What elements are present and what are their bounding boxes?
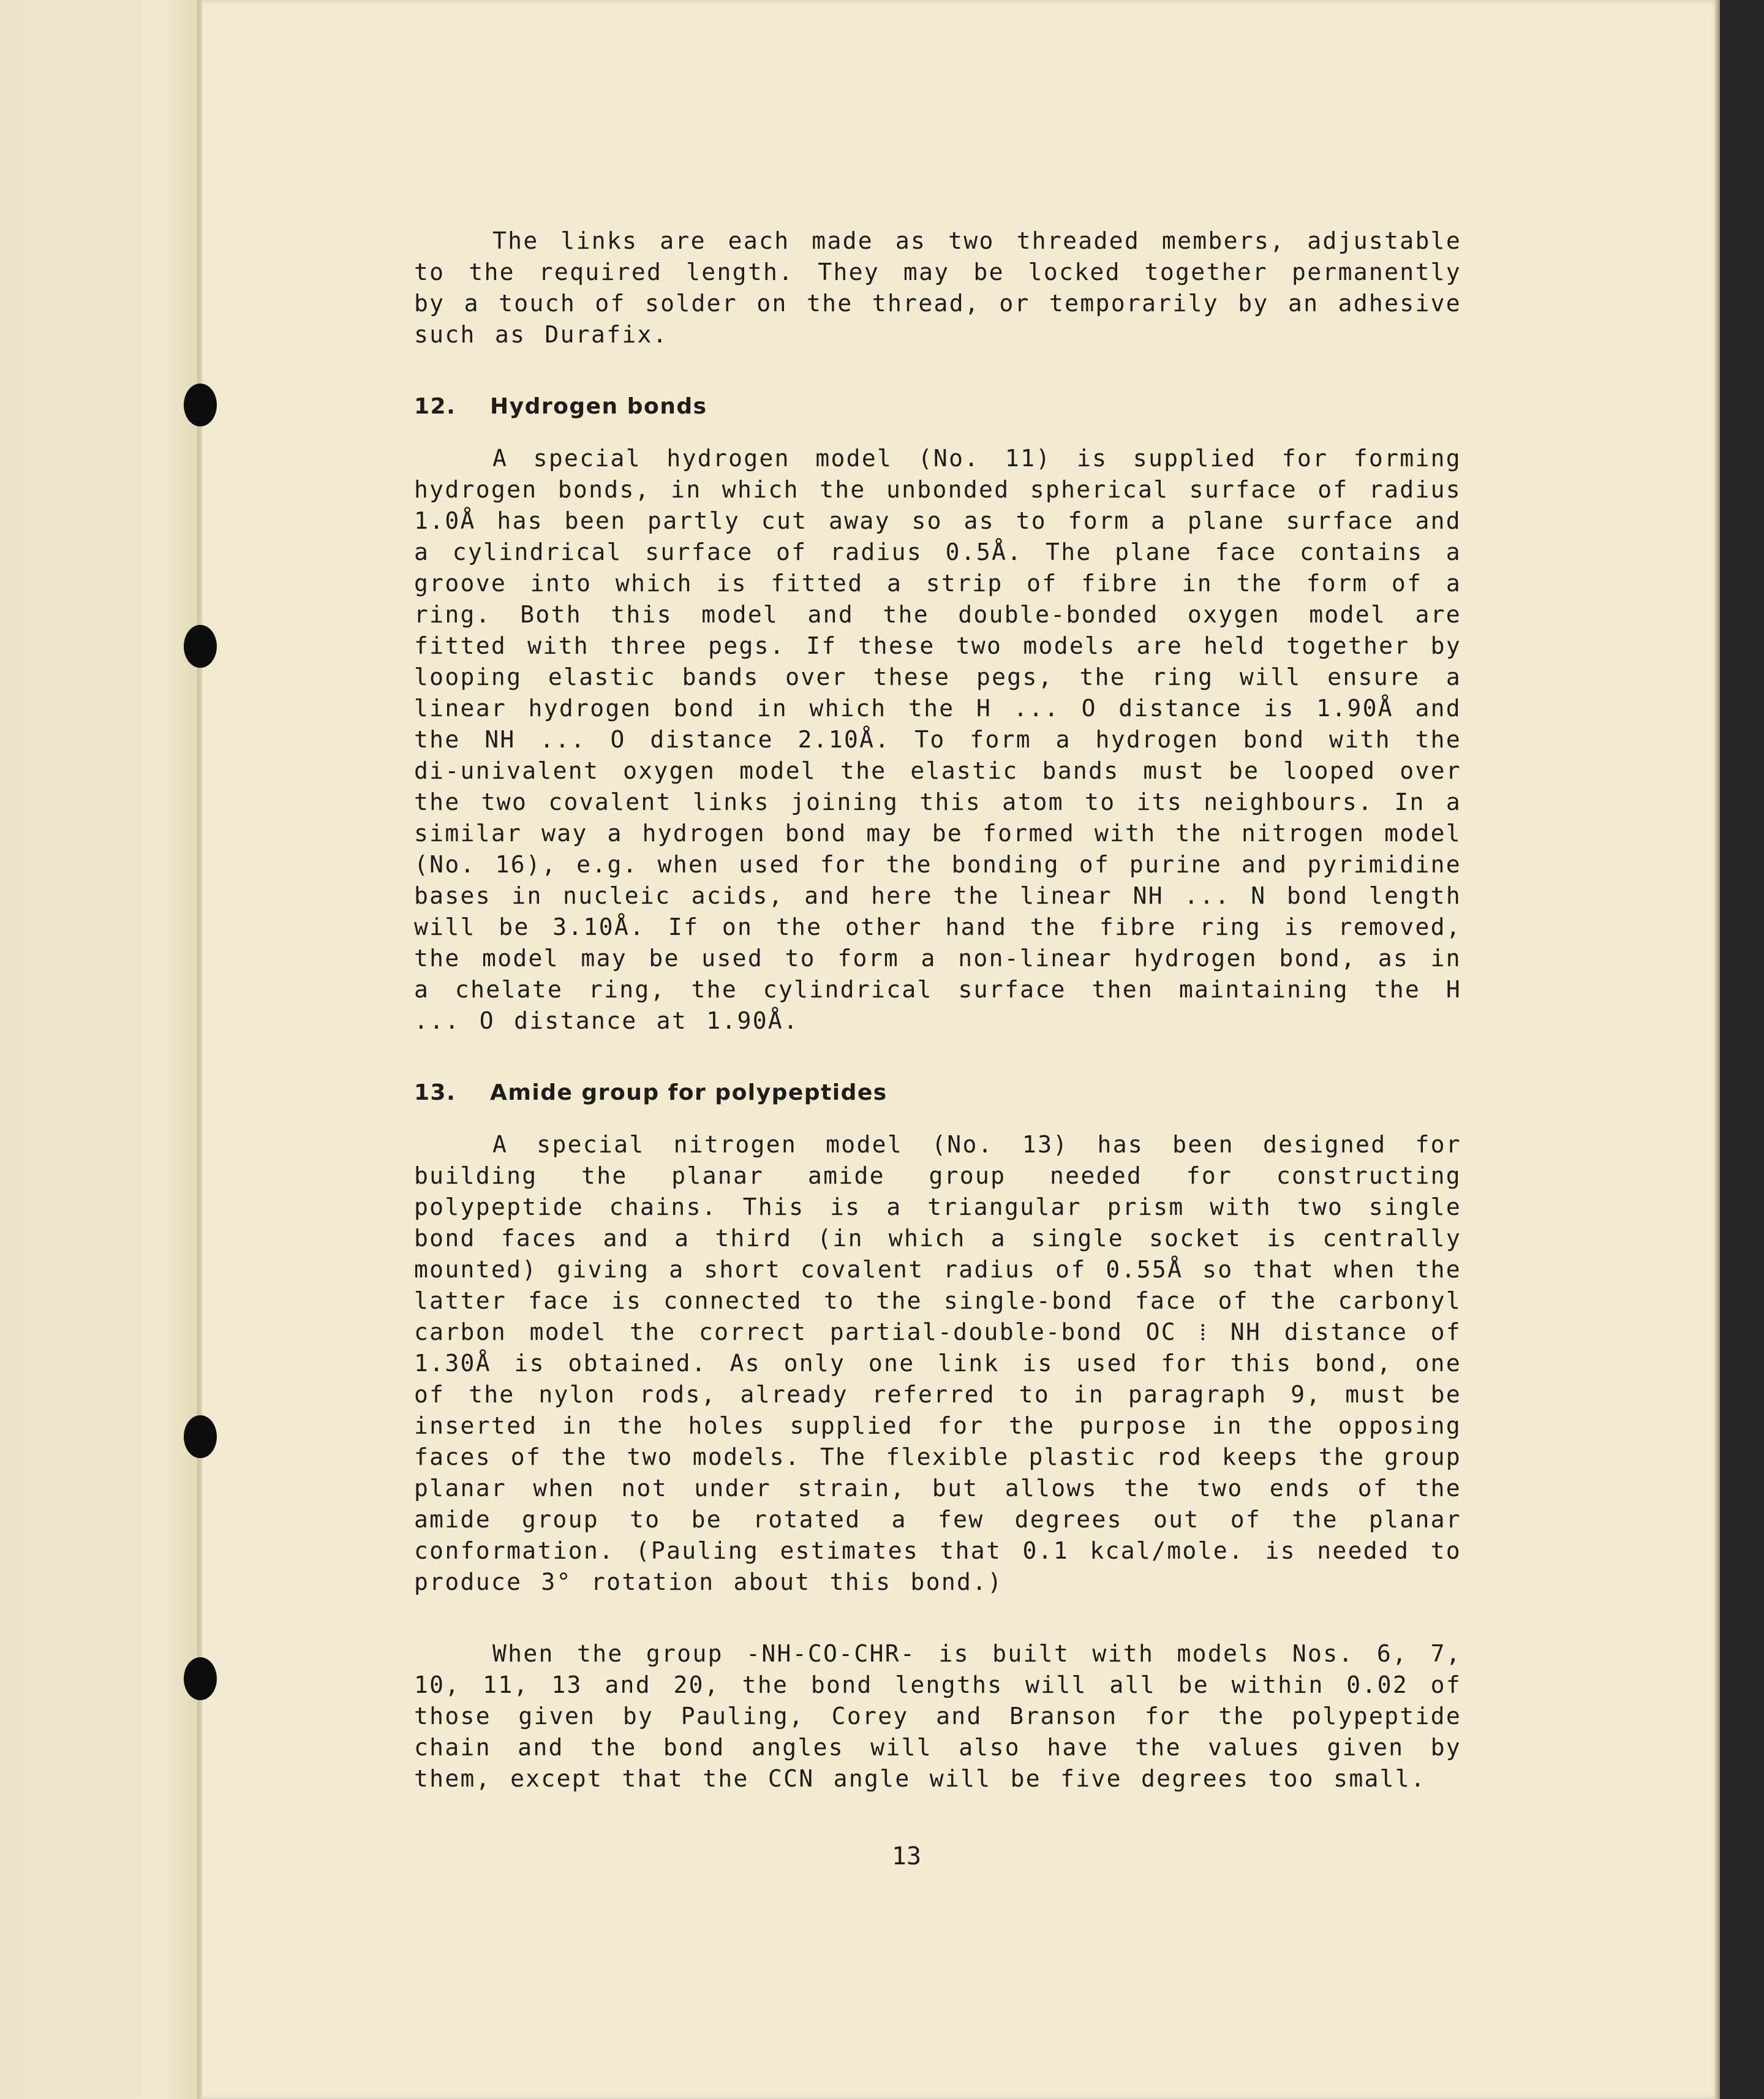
section-heading-hydrogen-bonds — [414, 391, 1461, 422]
section-title: Hydrogen bonds — [490, 394, 707, 419]
paragraph-amide-group: A special nitrogen model (No. 13) has been designed for building the planar amide group needed for constructing polypeptide chains. This is a triangular prism with two single bond faces and a third (in which a single socket is centrally mounted) giving a short covalent radius of 0.55Å so that when the latter face is connected to the single-bond face of the carbonyl carbon model the correct partial-double-bond OC ⁞ NH distance of 1.30Å is obtained. As only one link is used for this bond, one of the nylon rods, already referred to in paragraph 9, must be inserted in the holes supplied for the purpose in the opposing faces of the two models. The flexible plastic rod keeps the group planar when not under strain, but allows the two ends of the amide group to be rotated a few degrees out of the planar conformation. (Pauling estimates that 0.1 kcal/mole. is needed to produce 3° rotation about this bond.) — [414, 1131, 1461, 1595]
paragraph-links: The links are each made as two threaded members, adjustable to the required length. They may be locked together permanently by a touch of solder on the thread, or temporarily by an adhesive such as Durafix. — [414, 227, 1461, 348]
page-number: 13 — [891, 1842, 922, 1870]
background-edge — [1720, 0, 1764, 2099]
punch-hole — [184, 625, 217, 668]
section-number: 13. — [414, 1080, 456, 1105]
punch-hole — [184, 384, 217, 426]
paragraph-bond-lengths: When the group -NH-CO-CHR- is built with models Nos. 6, 7, 10, 11, 13 and 20, the bond lengths will all be within 0.02 of those given by Pauling, Corey and Branson for the polypeptide chain and the bond angles will also have the values given by them, except that the CCN angle will be five degrees too small. — [414, 1640, 1461, 1792]
punch-hole — [184, 1657, 217, 1700]
page-body — [414, 225, 1461, 1795]
section-heading-amide-group — [414, 1077, 1461, 1108]
punch-hole — [184, 1415, 217, 1458]
paragraph-hydrogen-bonds: A special hydrogen model (No. 11) is supplied for forming hydrogen bonds, in which the unbonded spherical surface of radius 1.0Å has been partly cut away so as to form a plane surface and a cylindrical surface of radius 0.5Å. The plane face contains a groove into which is fitted a strip of fibre in the form of a ring. Both this model and the double-bonded oxygen model are fitted with three pegs. If these two models are held together by looping elastic bands over these pegs, the ring will ensure a linear hydrogen bond in which the H ... O distance is 1.90Å and the NH ... O distance 2.10Å. To form a hydrogen bond with the di-univalent oxygen model the elastic bands must be looped over the two covalent links joining this atom to its neighbours. In a similar way a hydrogen bond may be formed with the nitrogen model (No. 16), e.g. when used for the bonding of purine and pyrimidine bases in nucleic acids, and here the linear NH ... N bond length will be 3.10Å. If on the other hand the fibre ring is removed, the model may be used to form a non-linear hydrogen bond, as in a chelate ring, the cylindrical surface then maintaining the H ... O distance at 1.90Å. — [414, 445, 1461, 1034]
binding-gutter — [0, 0, 202, 2099]
section-title: Amide group for polypeptides — [490, 1080, 888, 1105]
page-fold — [197, 0, 200, 2099]
section-number: 12. — [414, 394, 456, 419]
page-edge — [1715, 0, 1720, 2099]
